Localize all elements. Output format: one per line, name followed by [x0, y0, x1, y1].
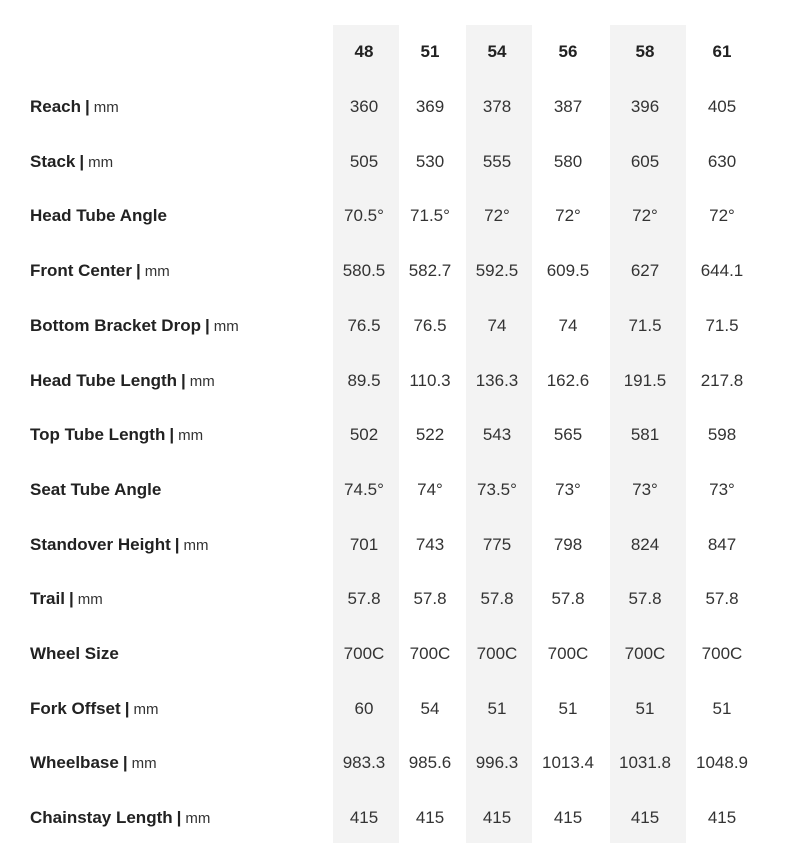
unit-text: mm — [185, 810, 211, 828]
table-row — [0, 463, 800, 518]
unit-separator: | — [79, 151, 85, 171]
row-unit — [177, 808, 211, 828]
table-row — [0, 408, 800, 463]
table-cell: 57.8 — [705, 589, 739, 609]
row-label — [30, 791, 210, 846]
table-cell: 798 — [553, 534, 583, 554]
table-cell: 996.3 — [475, 753, 519, 773]
table-cell: 76.5 — [413, 315, 447, 335]
row-name: Head Tube Angle — [30, 206, 167, 226]
table-cell: 530 — [415, 151, 445, 171]
table-cell: 57.8 — [413, 589, 447, 609]
table-cell: 565 — [553, 425, 583, 445]
unit-text: mm — [93, 99, 119, 117]
table-cell: 415 — [415, 808, 445, 828]
table-cell: 57.8 — [347, 589, 381, 609]
table-cell: 72° — [484, 206, 510, 226]
row-label — [30, 627, 119, 682]
table-cell: 630 — [707, 151, 737, 171]
row-name: Top Tube Length — [30, 425, 166, 445]
table-cell: 700C — [701, 644, 743, 664]
table-cell: 162.6 — [546, 370, 590, 390]
table-cell: 743 — [415, 534, 445, 554]
row-unit — [169, 425, 203, 445]
table-cell: 74° — [417, 479, 443, 499]
table-cell: 217.8 — [700, 370, 744, 390]
table-row — [0, 244, 800, 299]
unit-text: mm — [77, 591, 103, 609]
table-cell: 51 — [712, 698, 732, 718]
row-name: Trail — [30, 589, 65, 609]
row-label — [30, 736, 157, 791]
table-cell: 396 — [630, 97, 660, 117]
unit-text: mm — [189, 372, 215, 390]
row-name: Chainstay Length — [30, 808, 173, 828]
unit-separator: | — [181, 370, 186, 390]
table-cell: 51 — [635, 698, 655, 718]
table-cell: 644.1 — [700, 261, 744, 281]
table-cell: 60 — [354, 698, 374, 718]
row-unit — [125, 699, 159, 719]
table-cell: 415 — [630, 808, 660, 828]
size-header-cell: 51 — [420, 42, 440, 62]
table-cell: 54 — [420, 698, 440, 718]
size-header-cell: 61 — [712, 42, 732, 62]
row-label — [30, 353, 215, 408]
row-label — [30, 134, 113, 189]
table-cell: 605 — [630, 151, 660, 171]
unit-text: mm — [213, 317, 239, 335]
table-cell: 378 — [482, 97, 512, 117]
row-label — [30, 463, 161, 518]
unit-separator: | — [122, 753, 128, 773]
row-name: Front Center — [30, 261, 132, 281]
size-header-cell: 58 — [635, 42, 655, 62]
unit-separator: | — [68, 589, 74, 609]
table-cell: 522 — [415, 425, 445, 445]
table-cell: 72° — [632, 206, 658, 226]
table-row — [0, 189, 800, 244]
table-row — [0, 134, 800, 189]
table-cell: 983.3 — [342, 753, 386, 773]
table-row — [0, 736, 800, 791]
table-cell: 74 — [487, 315, 507, 335]
row-label — [30, 681, 158, 736]
row-unit — [79, 152, 113, 172]
table-cell: 51 — [558, 698, 578, 718]
row-label — [30, 517, 209, 572]
table-cell: 502 — [349, 425, 379, 445]
table-cell: 76.5 — [347, 315, 381, 335]
unit-separator: | — [174, 534, 180, 554]
table-row — [0, 572, 800, 627]
table-cell: 592.5 — [475, 261, 519, 281]
table-cell: 505 — [349, 151, 379, 171]
table-cell: 775 — [482, 534, 512, 554]
table-cell: 74 — [558, 315, 578, 335]
unit-separator: | — [169, 425, 175, 445]
table-cell: 72° — [555, 206, 581, 226]
row-unit — [136, 261, 170, 281]
table-row — [0, 80, 800, 135]
row-name: Standover Height — [30, 534, 171, 554]
row-label — [30, 299, 239, 354]
unit-text: mm — [178, 427, 204, 445]
unit-text: mm — [144, 263, 170, 281]
row-name: Fork Offset — [30, 698, 121, 718]
row-label — [30, 572, 103, 627]
table-cell: 57.8 — [551, 589, 585, 609]
size-header-cell: 54 — [487, 42, 507, 62]
table-row — [0, 299, 800, 354]
table-cell: 700C — [343, 644, 385, 664]
unit-separator: | — [204, 315, 210, 335]
row-name: Head Tube Length — [30, 370, 178, 390]
table-cell: 555 — [482, 151, 512, 171]
table-cell: 73° — [555, 479, 581, 499]
unit-text: mm — [131, 755, 157, 773]
table-cell: 543 — [482, 425, 512, 445]
table-cell: 136.3 — [475, 370, 519, 390]
table-cell: 1013.4 — [542, 753, 594, 773]
table-cell: 110.3 — [409, 370, 451, 390]
table-cell: 415 — [482, 808, 512, 828]
table-cell: 985.6 — [408, 753, 452, 773]
table-cell: 415 — [553, 808, 583, 828]
unit-separator: | — [136, 261, 141, 281]
table-cell: 582.7 — [408, 261, 452, 281]
table-cell: 701 — [349, 534, 379, 554]
size-header-row — [0, 25, 800, 80]
unit-separator: | — [176, 808, 182, 828]
table-cell: 360 — [349, 97, 379, 117]
table-cell: 72° — [709, 206, 735, 226]
row-name: Wheelbase — [30, 753, 119, 773]
unit-separator: | — [124, 698, 130, 718]
table-cell: 824 — [630, 534, 660, 554]
row-name: Bottom Bracket Drop — [30, 315, 201, 335]
table-cell: 71.5 — [705, 315, 739, 335]
table-cell: 415 — [349, 808, 379, 828]
row-unit — [85, 97, 119, 117]
size-header-cell: 48 — [354, 42, 374, 62]
unit-text: mm — [133, 700, 159, 718]
unit-text: mm — [88, 153, 114, 171]
table-row — [0, 353, 800, 408]
table-cell: 73° — [709, 479, 735, 499]
table-cell: 387 — [553, 97, 583, 117]
table-row — [0, 627, 800, 682]
table-cell: 57.8 — [628, 589, 662, 609]
row-name: Reach — [30, 97, 82, 117]
row-name: Wheel Size — [30, 644, 119, 664]
table-cell: 71.5° — [410, 206, 450, 226]
table-cell: 627 — [630, 261, 660, 281]
table-cell: 51 — [487, 698, 507, 718]
table-row — [0, 791, 800, 846]
row-unit — [181, 371, 215, 391]
table-cell: 415 — [707, 808, 737, 828]
row-label — [30, 408, 203, 463]
table-cell: 609.5 — [546, 261, 590, 281]
table-cell: 57.8 — [480, 589, 514, 609]
row-label — [30, 244, 170, 299]
row-unit — [175, 535, 209, 555]
row-unit — [69, 589, 103, 609]
row-name: Seat Tube Angle — [30, 479, 162, 499]
row-name: Stack — [30, 151, 76, 171]
table-row — [0, 681, 800, 736]
table-cell: 369 — [415, 97, 445, 117]
table-cell: 191.5 — [623, 370, 667, 390]
unit-separator: | — [85, 97, 90, 117]
table-cell: 1031.8 — [619, 753, 671, 773]
table-row — [0, 517, 800, 572]
table-cell: 405 — [707, 97, 737, 117]
table-cell: 700C — [409, 644, 451, 664]
unit-text: mm — [183, 536, 209, 554]
table-cell: 73° — [632, 479, 658, 499]
table-cell: 1048.9 — [696, 753, 748, 773]
table-cell: 700C — [476, 644, 518, 664]
row-unit — [205, 316, 239, 336]
table-cell: 89.5 — [347, 370, 381, 390]
table-cell: 73.5° — [477, 479, 517, 499]
table-cell: 700C — [624, 644, 666, 664]
table-cell: 580.5 — [342, 261, 386, 281]
row-unit — [123, 753, 157, 773]
row-label — [30, 189, 167, 244]
table-cell: 700C — [547, 644, 589, 664]
table-cell: 71.5 — [628, 315, 662, 335]
table-cell: 70.5° — [344, 206, 384, 226]
table-cell: 581 — [630, 425, 660, 445]
table-cell: 847 — [707, 534, 737, 554]
table-cell: 598 — [707, 425, 737, 445]
table-cell: 74.5° — [344, 479, 384, 499]
row-label — [30, 80, 119, 135]
size-header-cell: 56 — [558, 42, 578, 62]
table-cell: 580 — [553, 151, 583, 171]
